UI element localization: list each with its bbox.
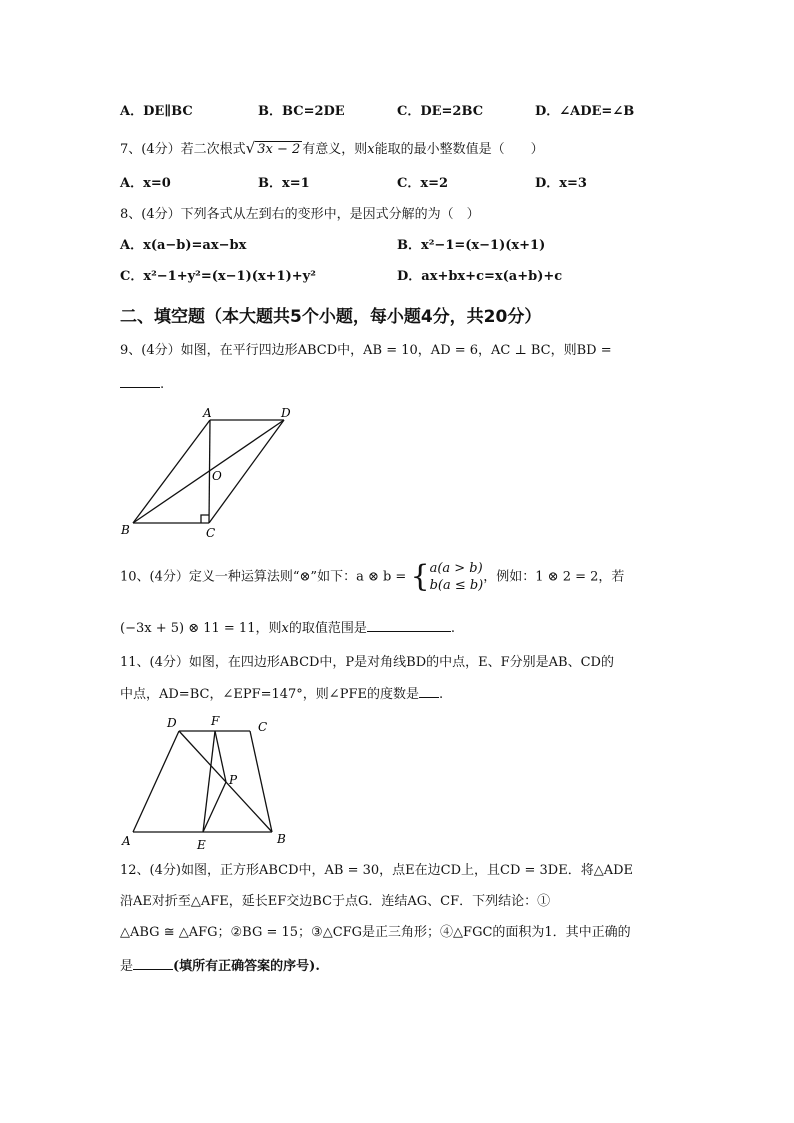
q12-text-pre: 是 — [120, 959, 134, 974]
q11-label-a: A — [122, 834, 131, 848]
q10-case-1: a(a > b) — [429, 561, 483, 576]
q10-period: . — [450, 621, 455, 636]
q9-right-angle-mark — [201, 515, 209, 523]
q9-answer-blank[interactable] — [120, 374, 160, 388]
q9-diagonal-ac — [209, 420, 210, 523]
q7-option-a: A．x=0 — [120, 176, 171, 191]
q8-option-b: B．x²−1=(x−1)(x+1) — [397, 238, 546, 253]
q8-stem: 8、(4分）下列各式从左到右的变形中，是因式分解的为（ ） — [120, 207, 480, 222]
q9-label-b: B — [121, 523, 130, 537]
section-2-heading: 二、填空题（本大题共5个小题，每小题4分，共20分） — [120, 307, 542, 327]
q11-diagonal-bd — [179, 731, 272, 832]
q11-answer-blank[interactable] — [419, 684, 439, 698]
q11-segment-fp — [215, 731, 226, 782]
q9-stem: 9、(4分）如图，在平行四边形ABCD中，AB = 10，AD = 6，AC ⊥ BC，则BD = — [120, 343, 612, 358]
q7-stem — [120, 139, 544, 159]
q7-text-pre: 若二次根式 — [180, 142, 246, 157]
q6-option-c: C．DE=2BC — [397, 104, 484, 119]
q11-side-ad — [133, 731, 179, 832]
q11-segment-ep — [203, 782, 226, 832]
q11-label-p: P — [229, 773, 238, 787]
q10-brace: { — [410, 559, 430, 594]
q10-line-2 — [120, 618, 455, 638]
q8-option-a: A．x(a−b)=ax−bx — [120, 238, 247, 253]
q12-stem-line-3: △ABG ≅ △AFG；②BG = 15；③△CFG是正三角形；④△FGC的面积为1．其中正确的 — [120, 925, 631, 940]
q10-condition: (−3x + 5) ⊗ 11 = 11，则 — [120, 621, 282, 636]
q11-period: . — [438, 687, 444, 702]
q7-radicand: 3x − 2 — [257, 142, 301, 157]
q8-option-c: C．x²−1+y²=(x−1)(x+1)+y² — [120, 269, 316, 284]
q11-label-c: C — [258, 720, 268, 734]
q11-label-f: F — [211, 714, 220, 728]
q10-text: 10、(4分）定义一种运算法则“⊗”如下：a ⊗ b = — [120, 569, 411, 585]
q9-side-ab — [133, 420, 210, 523]
q10-piecewise — [430, 560, 484, 594]
q11-stem-line-2 — [120, 684, 443, 704]
q7-text-post: 有意义，则 — [302, 142, 368, 157]
q12-text-post: (填所有正确答案的序号). — [173, 959, 320, 974]
q9-period: . — [160, 377, 165, 392]
q10-case-2: b(a ≤ b) — [429, 578, 484, 593]
q9-diagonal-bd — [133, 420, 284, 523]
q11-text: 中点，AD=BC，∠EPF=147°，则∠PFE的度数是 — [120, 687, 419, 702]
q9-label-c: C — [206, 526, 216, 540]
q11-segment-ef — [203, 731, 215, 832]
q12-answer-blank[interactable] — [133, 956, 173, 970]
q11-label-e: E — [197, 838, 206, 852]
q10-stem — [120, 555, 624, 600]
q9-label-d: D — [281, 406, 291, 420]
q10-example: ，例如：1 ⊗ 2 = 2，若 — [483, 569, 625, 585]
q11-label-d: D — [167, 716, 177, 730]
q11-side-cb — [250, 731, 272, 832]
q12-stem-line-1: 12、(4分)如图，正方形ABCD中，AB = 30，点E在边CD上，且CD = 3DE．将△ADE — [120, 863, 634, 878]
q7-option-d: D．x=3 — [535, 176, 587, 191]
q7-text-post2: 能取的最小整数值是（ ） — [374, 142, 544, 157]
q6-option-d: D．∠ADE=∠B — [535, 104, 635, 119]
q9-label-a: A — [203, 406, 212, 420]
q10-var: x — [281, 621, 289, 636]
q7-option-b: B．x=1 — [258, 176, 310, 191]
q11-stem-line-1: 11、(4分）如图，在四边形ABCD中，P是对角线BD的中点，E、F分别是AB、CD的 — [120, 655, 614, 670]
q9-label-o: O — [212, 469, 222, 483]
q10-range-text: 的取值范围是 — [288, 621, 367, 636]
q10-answer-blank[interactable] — [367, 618, 451, 632]
q7-var: x — [367, 142, 375, 157]
q9-side-cd — [209, 420, 284, 523]
q8-option-d: D．ax+bx+c=x(a+b)+c — [397, 269, 563, 284]
sqrt-symbol: √ — [245, 139, 256, 157]
q12-stem-line-2: 沿AE对折至△AFE，延长EF交边BC于点G．连结AG、CF．下列结论：① — [120, 894, 551, 909]
q7-option-c: C．x=2 — [397, 176, 449, 191]
q9-answer-line — [120, 374, 164, 394]
q11-label-b: B — [277, 832, 286, 846]
q7-number: 7、(4分） — [120, 142, 181, 157]
q6-option-b: B．BC=2DE — [258, 104, 345, 119]
q6-option-a: A．DE∥BC — [120, 104, 193, 119]
q12-stem-line-4 — [120, 956, 320, 976]
